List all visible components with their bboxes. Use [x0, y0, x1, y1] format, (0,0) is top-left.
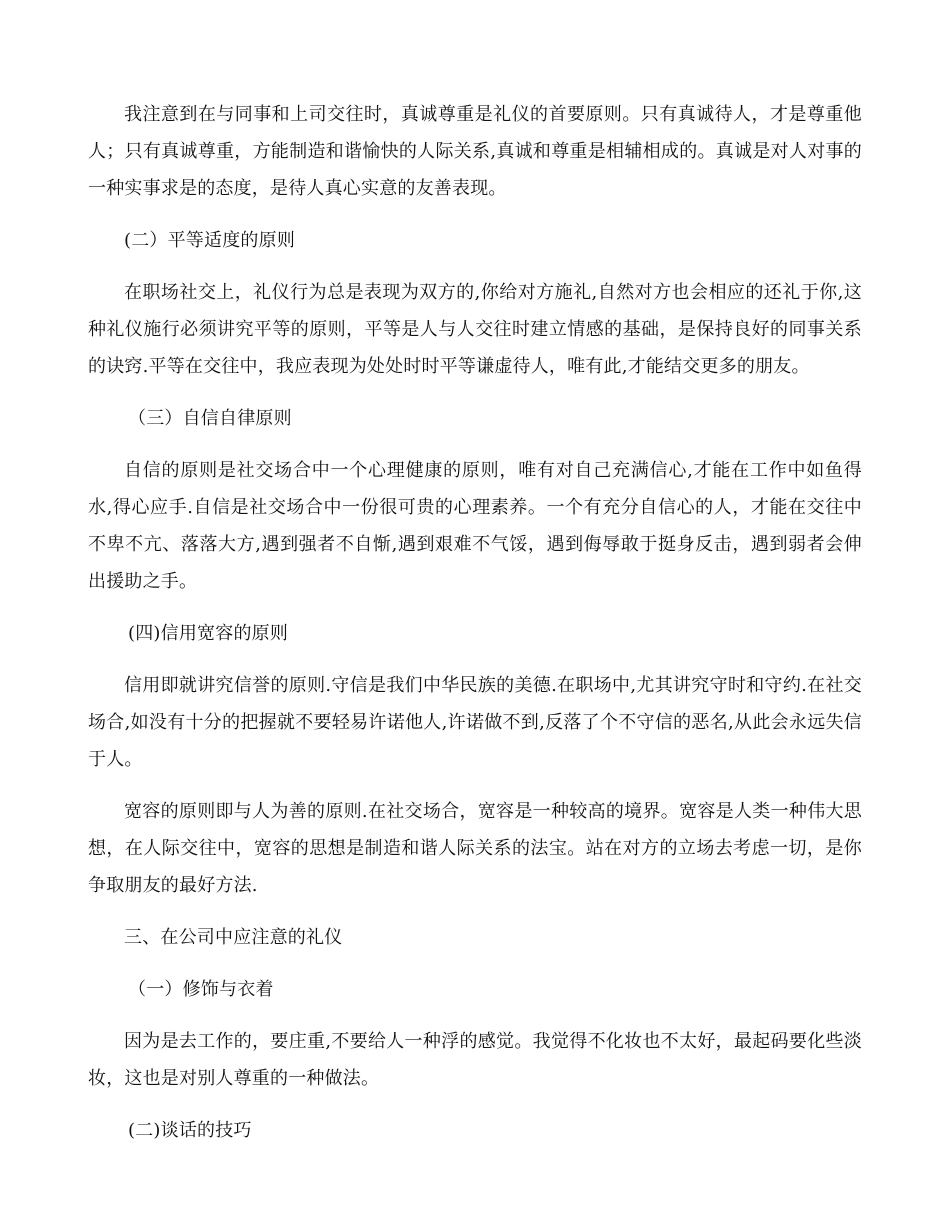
- heading-confidence-selfdiscipline: （三）自信自律原则: [128, 408, 292, 429]
- heading-equality-moderation: (二）平等适度的原则: [124, 230, 296, 251]
- paragraph-equality: 在职场社交上，礼仪行为总是表现为双方的,你给对方施礼,自然对方也会相应的还礼于你,这种礼仪施行必须讲究平等的原则，平等是人与人交往时建立情感的基础，是保持良好的同事关系的诀窍.平等在交往中，我应表现为处处时时平等谦虚待人，唯有此,才能结交更多的朋友。: [88, 282, 862, 377]
- heading-credit-tolerance: (四)信用宽容的原则: [128, 623, 289, 644]
- paragraph-sincerity-respect: 我注意到在与同事和上司交往时，真诚尊重是礼仪的首要原则。只有真诚待人，才是尊重他人；只有真诚尊重，方能制造和谐愉快的人际关系,真诚和尊重是相辅相成的。真诚是对人对事的一种实事求是的态度，是待人真心实意的友善表现。: [88, 104, 862, 199]
- paragraph-dress: 因为是去工作的，要庄重,不要给人一种浮的感觉。我觉得不化妆也不太好，最起码要化些淡妆，这也是对别人尊重的一种做法。: [88, 1031, 862, 1089]
- paragraph-tolerance: 宽容的原则即与人为善的原则.在社交场合，宽容是一种较高的境界。宽容是人类一种伟大思想，在人际交往中，宽容的思想是制造和谐人际关系的法宝。站在对方的立场去考虑一切，是你争取朋友的最好方法.: [88, 801, 862, 896]
- heading-dress-grooming: （一）修饰与衣着: [128, 979, 274, 1000]
- paragraph-confidence: 自信的原则是社交场合中一个心理健康的原则，唯有对自己充满信心,才能在工作中如鱼得水,得心应手.自信是社交场合中一份很可贵的心理素养。一个有充分自信心的人，才能在交往中不卑不亢、落落大方,遇到强者不自惭,遇到艰难不气馁，遇到侮辱敢于挺身反击，遇到弱者会伸出援助之手。: [88, 460, 862, 592]
- heading-company-etiquette: 三、在公司中应注意的礼仪: [124, 927, 343, 948]
- paragraph-credit: 信用即就讲究信誉的原则.守信是我们中华民族的美德.在职场中,尤其讲究守时和守约.在社交场合,如没有十分的把握就不要轻易许诺他人,许诺做不到,反落了个不守信的恶名,从此会永远失信于人。: [88, 675, 862, 770]
- heading-conversation-skills: (二)谈话的技巧: [128, 1120, 252, 1141]
